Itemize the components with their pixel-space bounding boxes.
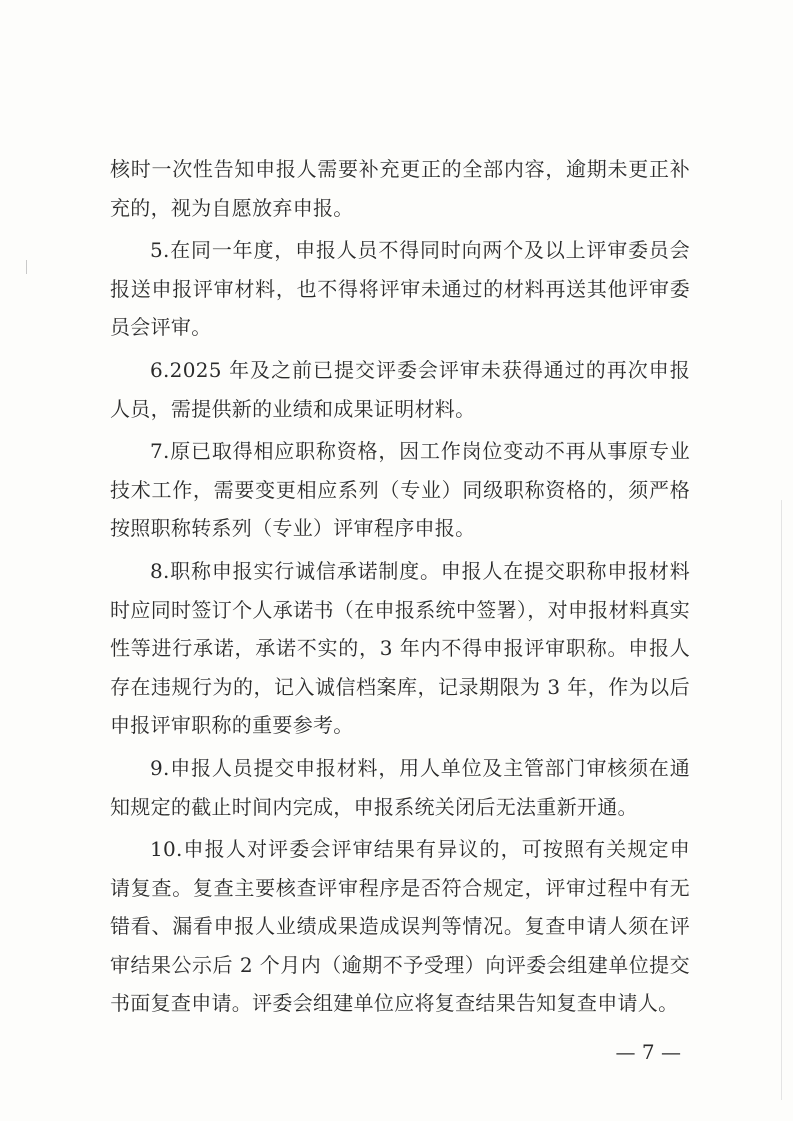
paragraph-continuation: 核时一次性告知申报人需要补充更正的全部内容，逾期未更正补充的，视为自愿放弃申报。 (110, 157, 690, 220)
paragraph-item-7: 7.原已取得相应职称资格，因工作岗位变动不再从事原专业技术工作，需要变更相应系列（专业）同级职称资格的，须严格按照职称转系列（专业）评审程序申报。 (110, 439, 690, 541)
paragraph-item-6: 6.2025 年及之前已提交评委会评审未获得通过的再次申报人员，需提供新的业绩和成果证明材料。 (110, 357, 690, 421)
paragraph-item-5: 5.在同一年度，申报人员不得同时向两个及以上评审委员会报送申报评审材料，也不得将评审未通过的材料再送其他评审委员会评审。 (110, 238, 690, 340)
left-edge-mark (26, 260, 27, 274)
paragraph-item-8: 8.职称申报实行诚信承诺制度。申报人在提交职称申报材料时应同时签订个人承诺书（在申报系统中签署），对申报材料真实性等进行承诺，承诺不实的，3 年内不得申报评审职称。申报人存在违规行为的，记入诚信档案库，记录期限为 3 年，作为以后申报评审职称的重要参考。 (110, 558, 690, 738)
document-body (110, 150, 690, 1023)
paragraph-item-10: 10.申报人对评委会评审结果有异议的，可按照有关规定申请复查。复查主要核查评审程序是否符合规定，评审过程中有无错看、漏看申报人业绩成果造成误判等情况。复查申请人须在评审结果公示后 2 个月内（逾期不予受理）向评委会组建单位提交书面复查申请。评委会组建单位应将复查结果告知复查申请人。 (110, 837, 690, 1016)
paragraph-item-9: 9.申报人员提交申报材料，用人单位及主管部门审核须在通知规定的截止时间内完成，申报系统关闭后无法重新开通。 (110, 755, 690, 819)
page-number: — 7 — (615, 1040, 681, 1064)
right-edge-mark (781, 500, 782, 1100)
